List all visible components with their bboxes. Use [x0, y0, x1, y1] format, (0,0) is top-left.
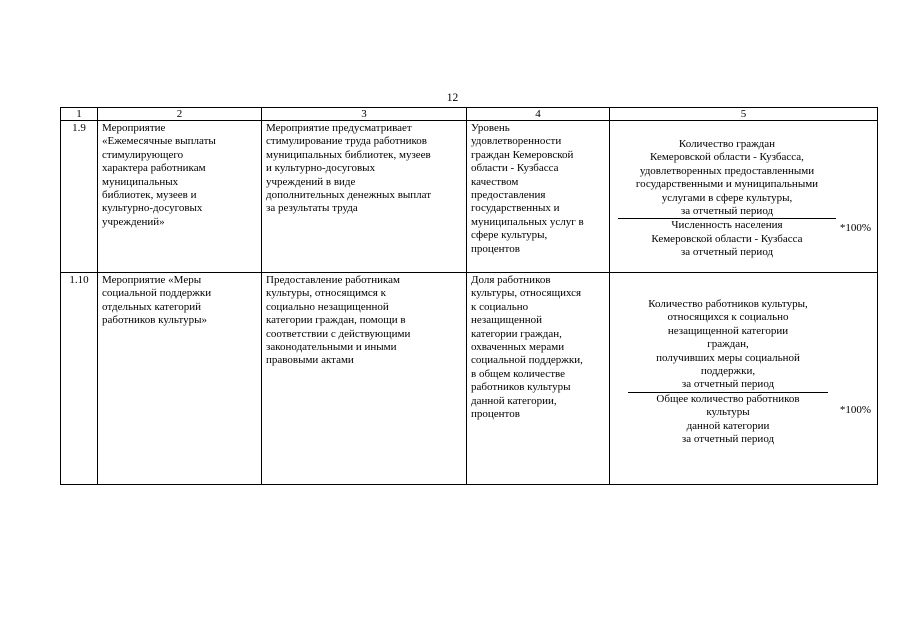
- text-line: культуры: [706, 406, 750, 419]
- text-line: удовлетворенности: [471, 135, 562, 148]
- text-line: данной категории,: [471, 394, 557, 407]
- text-line: за результаты труда: [266, 202, 358, 215]
- description-cell: [262, 121, 467, 273]
- text-line: охваченных мерами: [471, 341, 565, 354]
- header-cell: 2: [98, 108, 262, 121]
- header-cell: 1: [61, 108, 98, 121]
- formula-denominator: [628, 393, 828, 447]
- formula-cell: [610, 121, 878, 273]
- header-cell: 5: [610, 108, 878, 121]
- text-line: учреждений в виде: [266, 175, 356, 188]
- text-line: учреждений»: [102, 215, 165, 228]
- text-line: муниципальных услуг в: [471, 215, 584, 228]
- text-line: и культурно-досуговых: [266, 162, 376, 175]
- table-header-row: [61, 108, 878, 121]
- text-line: удовлетворенных предоставленными: [639, 164, 815, 177]
- page-number: 12: [446, 92, 459, 104]
- formula-numerator: [618, 138, 836, 218]
- indicator-cell: [467, 121, 610, 273]
- event-cell: [98, 121, 262, 273]
- text-line: сфере культуры,: [471, 229, 548, 242]
- indicator-cell: [467, 273, 610, 485]
- text-line: за отчетный период: [680, 205, 774, 218]
- text-line: получивших меры социальной: [656, 351, 800, 364]
- text-line: предоставления: [471, 189, 546, 202]
- text-line: культуры, относящихся: [471, 287, 582, 300]
- text-line: процентов: [471, 242, 520, 255]
- text-line: процентов: [471, 408, 520, 421]
- text-line: категории граждан,: [471, 327, 562, 340]
- text-line: Численность населения: [671, 219, 783, 232]
- text-line: «Ежемесячные выплаты: [102, 135, 216, 148]
- text-line: законодательными и иными: [266, 341, 397, 354]
- text-line: незащищенной категории: [667, 324, 789, 337]
- header-cell: 4: [467, 108, 610, 121]
- text-line: поддержки,: [700, 365, 756, 378]
- text-line: Мероприятие: [102, 122, 166, 134]
- text-line: граждан Кемеровской: [471, 148, 574, 161]
- text-line: категории граждан, помощи в: [266, 314, 406, 327]
- text-line: Кемеровской области - Кузбасса,: [650, 151, 804, 164]
- text-line: работников культуры»: [102, 314, 207, 327]
- text-line: культуры, относящимся к: [266, 287, 386, 300]
- text-line: к социально: [471, 300, 529, 313]
- formula: [618, 122, 836, 260]
- text-line: Кемеровской области - Кузбасса: [651, 232, 803, 245]
- text-line: характера работникам: [102, 162, 206, 175]
- text-line: стимулирующего: [102, 148, 184, 161]
- text-line: отдельных категорий: [102, 300, 202, 313]
- row-number: 1.10: [61, 273, 98, 485]
- text-line: стимулирование труда работников: [266, 135, 427, 148]
- formula-denominator: [618, 219, 836, 259]
- text-line: качеством: [471, 175, 519, 188]
- text-line: Количество работников культуры,: [648, 298, 808, 310]
- text-line: государственными и муниципальными: [635, 178, 819, 191]
- text-line: социально незащищенной: [266, 300, 389, 313]
- percent-multiplier: *100%: [839, 222, 871, 234]
- text-line: муниципальных библиотек, музеев: [266, 148, 431, 161]
- header-cell: 3: [262, 108, 467, 121]
- text-line: правовыми актами: [266, 354, 354, 367]
- indicators-table: [60, 107, 878, 485]
- formula-numerator: [628, 298, 828, 392]
- text-line: граждан,: [707, 338, 749, 351]
- text-line: соответствии с действующими: [266, 327, 411, 340]
- formula-cell: [610, 273, 878, 485]
- text-line: Количество граждан: [678, 138, 776, 150]
- text-line: за отчетный период: [681, 378, 775, 391]
- text-line: незащищенной: [471, 314, 543, 327]
- text-line: области - Кузбасса: [471, 162, 559, 175]
- row-number: 1.9: [61, 121, 98, 273]
- text-line: Мероприятие «Меры: [102, 274, 202, 286]
- text-line: Доля работников: [471, 274, 551, 286]
- table-row: [61, 273, 878, 485]
- text-line: государственных и: [471, 202, 560, 215]
- description-cell: [262, 273, 467, 485]
- percent-multiplier: *100%: [839, 404, 871, 416]
- text-line: социальной поддержки,: [471, 354, 583, 367]
- text-line: работников культуры: [471, 381, 571, 394]
- text-line: за отчетный период: [680, 246, 774, 259]
- text-line: Предоставление работникам: [266, 274, 401, 286]
- formula: [628, 274, 828, 446]
- text-line: Общее количество работников: [656, 392, 800, 405]
- event-cell: [98, 273, 262, 485]
- text-line: муниципальных: [102, 175, 179, 188]
- text-line: Уровень: [471, 122, 510, 134]
- text-line: за отчетный период: [681, 433, 775, 446]
- text-line: услугами в сфере культуры,: [661, 191, 793, 204]
- text-line: дополнительных денежных выплат: [266, 189, 432, 202]
- text-line: данной категории: [686, 419, 770, 432]
- text-line: относящихся к социально: [667, 311, 789, 324]
- text-line: культурно-досуговых: [102, 202, 203, 215]
- text-line: Мероприятие предусматривает: [266, 122, 412, 134]
- table-row: [61, 121, 878, 273]
- text-line: социальной поддержки: [102, 287, 212, 300]
- text-line: в общем количестве: [471, 367, 566, 380]
- text-line: библиотек, музеев и: [102, 189, 197, 202]
